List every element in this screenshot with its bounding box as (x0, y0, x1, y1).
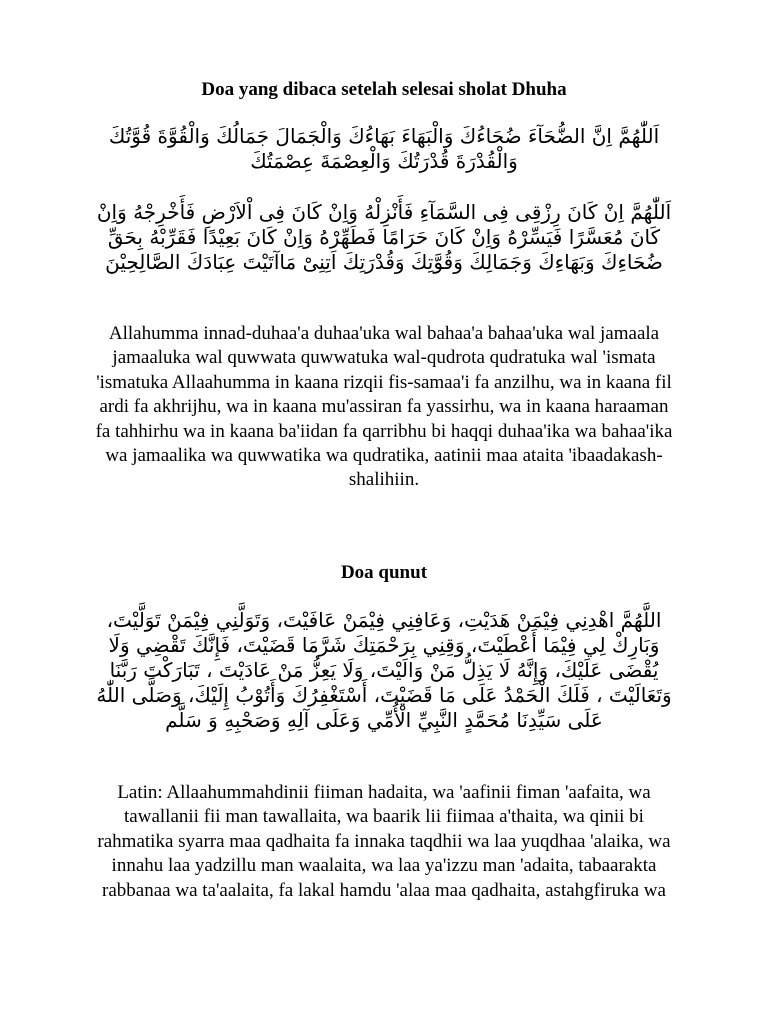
qunut-latin-text: Latin: Allaahummahdinii fiiman hadaita, wa 'aafinii fiman 'aafaita, wa tawallanii fii man tawallaita, wa baarik lii fiimaa a'thaita, wa qinii bi rahmatika syarra maa qadhaita fa innaka taqdhii wa laa yuqdhaa 'alaika, wa innahu laa yadzillu man waalaita, wa laa ya'izzu man 'adaita, tabaarakta rabbanaa wa ta'aalaita, fa lakal hamdu 'alaa maa qadhaita, astahgfiruka wa (97, 782, 671, 901)
qunut-heading: Doa qunut (340, 562, 428, 583)
dhuha-arabic-long: اَللّٰهُمَّ اِنْ كَانَ رِزْقِى فِى السَّمَآءِ فَأَنْزِلْهُ وَاِنْ كَانَ فِى اْلاَرْضِ فَأَخْرِجْهُ وَاِنْ كَانَ مُعَسَّرًا فَيَسِّرْهُ وَاِنْ كَانَ حَرَامًا فَطَهِّرْهُ وَاِنْ كَانَ بَعِيْدًا فَقَرِّبْهُ بِحَقِّ ضُحَاءِكَ وَبَهَاءِكَ وَجَمَالِكَ وَقُوَّتِكَ وَقُدْرَتِكَ اَتِنِىْ مَاآتَيْتَ عِبَادَكَ الصَّالِحِيْنَ (96, 200, 672, 274)
dhuha-latin-text: Allahumma innad-duhaa'a duhaa'uka wal bahaa'a bahaa'uka wal jamaala jamaaluka wal quwwata quwwatuka wal-qudrota qudratuka wal 'ismata 'ismatuka Allaahumma in kaana rizqii fis-samaa'i fa anzilhu, wa in kaana fil ardi fa akhrijhu, wa in kaana mu'assiran fa yassirhu, wa in kaana haraaman fa tahhirhu wa in kaana ba'iidan fa qarribhu bi haqqi duhaa'ika wa bahaa'ika wa jamaalika wa quwwatika wa qudratika, aatinii maa ataita 'ibaadakash-shalihiin. (95, 323, 673, 491)
dhuha-arabic-short: اَللّٰهُمَّ اِنَّ الضُّحَآءَ ضُحَاءُكَ وَالْبَهَاءَ بَهَاءُكَ وَالْجَمَالَ جَمَالُكَ وَالْقُوَّةَ قُوَّتُكَ وَالْقُدْرَةَ قُدْرَتُكَ وَالْعِصْمَةَ عِصْمَتُكَ (108, 124, 660, 173)
dhuha-heading: Doa yang dibaca setelah selesai sholat Dhuha (201, 79, 567, 100)
qunut-arabic: اللَّهُمَّ اهْدِنِي فِيْمَنْ هَدَيْتِ، وَعَافِنِي فِيْمَنْ عَافَيْتَ، وَتَوَلَّنِي فِيْمَنْ تَوَلَّيْتَ، وَبَارِكْ لِي فِيْمَا أَعْطَيْتَ، وَقِنِي بِرَحْمَتِكَ شَرَّمَا قَضَيْتَ، فَإِنَّكَ تَقْضِي وَلَا يُقْضَى عَلَيْكَ، وَإِنَّهُ لَا يَذِلُّ مَنْ وَالَيْتَ، وَلَا يَعِزُّ مَنْ عَادَيْتَ ، تَبَارَكْتَ رَبَّنَا وَتَعَالَيْتَ ، فَلَكَ الْحَمْدُ عَلَى مَا قَضَيْتَ، أَسْتَغْفِرُكَ وَأَتُوْبُ إِلَيْكَ، وَصَلَّى اللّٰهُ عَلَى سَيِّدِنَا مُحَمَّدٍ النَّبِيِّ الْأُمِّي وَعَلَى آلِهِ وَصَحْبِهِ وَ سَلَّم (96, 608, 672, 732)
